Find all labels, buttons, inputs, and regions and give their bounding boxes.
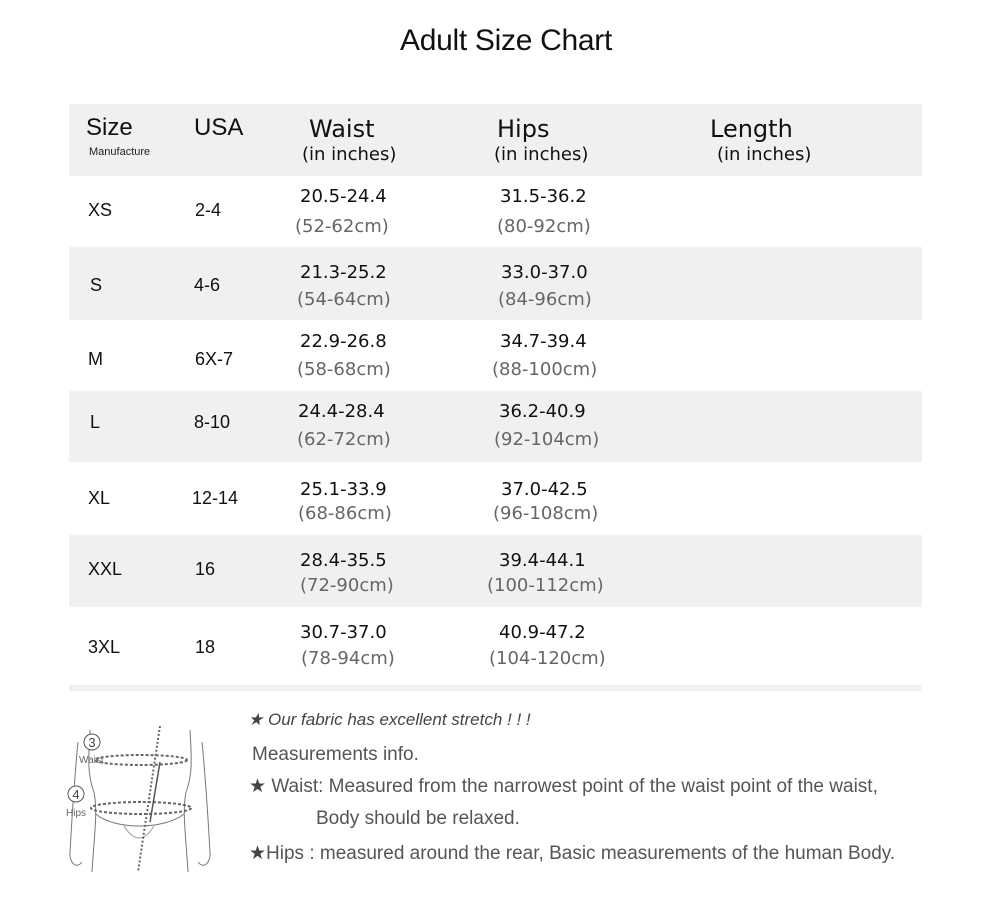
waist-note-line2: Body should be relaxed. bbox=[316, 808, 520, 829]
size-header: Size bbox=[86, 114, 133, 141]
hips-header: Hips bbox=[497, 115, 550, 143]
hips-number: 4 bbox=[72, 787, 80, 802]
hips-cm-cell: (104-120cm) bbox=[489, 648, 606, 669]
waist-cell: 25.1-33.9 bbox=[300, 479, 387, 500]
size-cell: L bbox=[90, 412, 101, 432]
size-cell: XXL bbox=[88, 559, 123, 579]
hips-note-text: Hips : measured around the rear, Basic measurements of the human Body. bbox=[266, 843, 896, 864]
waist-cell: 20.5-24.4 bbox=[300, 186, 387, 207]
stretch-note-text: Our fabric has excellent stretch ! ! ! bbox=[267, 710, 531, 729]
waist-cm-cell: (62-72cm) bbox=[297, 429, 391, 450]
table-row bbox=[69, 320, 922, 391]
table-row bbox=[69, 607, 922, 685]
waist-cm-cell: (54-64cm) bbox=[297, 289, 391, 310]
manufacture-subheader: Manufacture bbox=[89, 146, 151, 158]
length-unit: (in inches) bbox=[717, 144, 812, 165]
waist-cell: 28.4-35.5 bbox=[300, 550, 387, 571]
hips-cell: 36.2-40.9 bbox=[499, 401, 586, 422]
measurements-info: Measurements info. bbox=[252, 744, 419, 765]
page-title: Adult Size Chart bbox=[400, 24, 612, 57]
table-row bbox=[69, 176, 922, 247]
waist-cell: 24.4-28.4 bbox=[298, 401, 385, 422]
waist-cm-cell: (78-94cm) bbox=[301, 648, 395, 669]
size-table bbox=[69, 104, 922, 691]
usa-header: USA bbox=[194, 114, 244, 141]
waist-cm-cell: (72-90cm) bbox=[300, 575, 394, 596]
waist-cm-cell: (52-62cm) bbox=[295, 216, 389, 237]
hips-cell: 37.0-42.5 bbox=[501, 479, 588, 500]
hips-cell: 34.7-39.4 bbox=[500, 331, 587, 352]
usa-cell: 12-14 bbox=[192, 488, 239, 508]
waist-cell: 22.9-26.8 bbox=[300, 331, 387, 352]
size-cell: M bbox=[88, 349, 103, 369]
hips-cm-cell: (84-96cm) bbox=[498, 289, 592, 310]
table-row bbox=[69, 391, 922, 462]
waist-cell: 21.3-25.2 bbox=[300, 262, 387, 283]
usa-cell: 18 bbox=[195, 637, 216, 657]
size-cell: S bbox=[90, 275, 103, 295]
hips-cm-cell: (80-92cm) bbox=[497, 216, 591, 237]
hips-figure-label: Hips bbox=[66, 808, 87, 819]
hips-cell: 40.9-47.2 bbox=[499, 622, 586, 643]
hips-cell: 31.5-36.2 bbox=[500, 186, 587, 207]
waist-cell: 30.7-37.0 bbox=[300, 622, 387, 643]
hips-cm-cell: (92-104cm) bbox=[494, 429, 600, 450]
usa-cell: 8-10 bbox=[194, 412, 231, 432]
usa-cell: 2-4 bbox=[195, 200, 222, 220]
size-cell: XL bbox=[88, 488, 111, 508]
body-measurement-figure bbox=[64, 722, 214, 882]
hips-cell: 39.4-44.1 bbox=[499, 550, 586, 571]
waist-figure-label: Waist bbox=[79, 755, 104, 766]
hips-note bbox=[249, 842, 895, 865]
length-header: Length bbox=[710, 115, 793, 143]
usa-cell: 16 bbox=[195, 559, 216, 579]
star-icon: ★ bbox=[249, 776, 267, 797]
hips-cm-cell: (88-100cm) bbox=[492, 359, 598, 380]
star-icon: ★ bbox=[248, 710, 264, 729]
hips-unit: (in inches) bbox=[494, 144, 589, 165]
hips-cm-cell: (100-112cm) bbox=[487, 575, 604, 596]
usa-cell: 6X-7 bbox=[195, 349, 234, 369]
size-cell: 3XL bbox=[88, 637, 121, 657]
table-row bbox=[69, 462, 922, 535]
waist-header: Waist bbox=[309, 115, 375, 143]
waist-unit: (in inches) bbox=[302, 144, 397, 165]
table-row bbox=[69, 247, 922, 320]
table-header bbox=[69, 104, 922, 176]
hips-cm-cell: (96-108cm) bbox=[493, 503, 599, 524]
star-icon: ★ bbox=[249, 843, 267, 864]
hips-cell: 33.0-37.0 bbox=[501, 262, 588, 283]
stretch-note bbox=[248, 710, 531, 730]
waist-number: 3 bbox=[88, 735, 96, 750]
table-row bbox=[69, 535, 922, 607]
waist-cm-cell: (68-86cm) bbox=[298, 503, 392, 524]
usa-cell: 4-6 bbox=[194, 275, 221, 295]
size-cell: XS bbox=[88, 200, 113, 220]
waist-note-text: Waist: Measured from the narrowest point of the waist point of the waist, bbox=[271, 776, 878, 797]
waist-cm-cell: (58-68cm) bbox=[297, 359, 391, 380]
waist-note bbox=[249, 775, 878, 798]
